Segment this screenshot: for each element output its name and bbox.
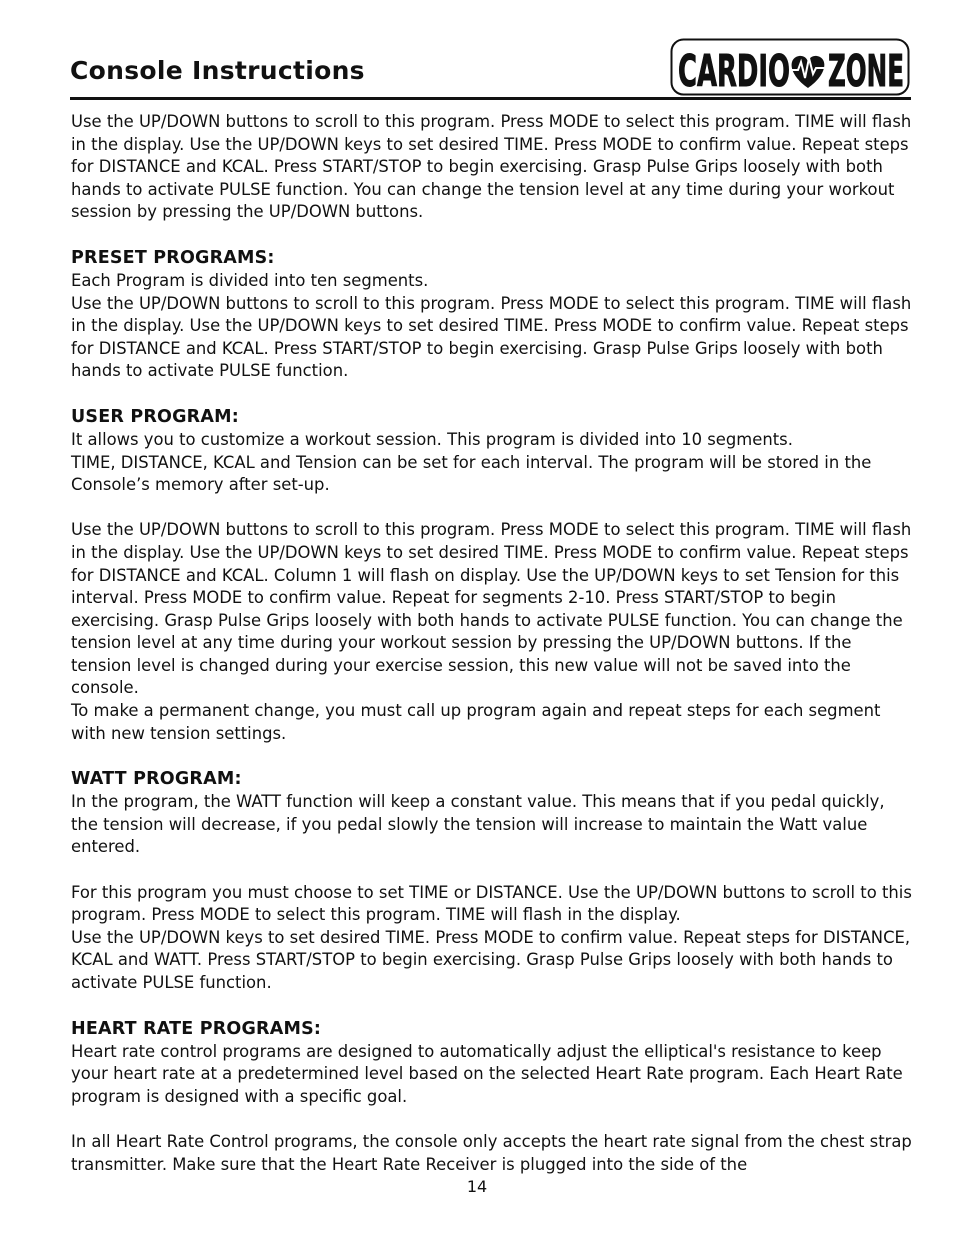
logo-text-cardio	[678, 46, 790, 97]
section-heading: WATT PROGRAM:	[71, 769, 242, 790]
body-paragraph: In the program, the WATT function will keep a constant value. This means that if you pedal quickly, the tension will decrease, if you pedal slowly the tension will increase to maintain the Watt value entered.	[71, 792, 885, 857]
section-heading: PRESET PROGRAMS:	[71, 247, 275, 268]
section-preset-programs	[71, 246, 916, 383]
page-title: Console Instructions	[70, 56, 365, 85]
body-paragraph: It allows you to customize a workout session. This program is divided into 10 segments.	[71, 429, 793, 449]
header-divider	[70, 97, 911, 100]
paragraph-gap	[71, 497, 916, 520]
logo-text-zone	[828, 46, 904, 97]
page-body	[71, 111, 916, 1176]
section-heading: HEART RATE PROGRAMS:	[71, 1018, 322, 1039]
section-watt-program	[71, 767, 916, 994]
section-user-program	[71, 405, 916, 745]
body-paragraph: Use the UP/DOWN buttons to scroll to this program. Press MODE to select this program. TIME will flash in the display. Use the UP/DOWN keys to set desired TIME. Press MODE to confirm value. Repeat steps for DISTANCE and KCAL. Column 1 will flash on display. Use the UP/DOWN keys to set Tension for this interval. Press MODE to confirm value. Repeat for segments 2-10. Press START/STOP to begin exercising. Grasp Pulse Grips loosely with both hands to activate PULSE function. You can change the tension level at any time during your workout session by pressing the UP/DOWN buttons. If the tension level is changed during your exercise session, this new value will not be saved into the console.	[71, 520, 912, 698]
body-paragraph: TIME, DISTANCE, KCAL and Tension can be set for each interval. The program will be stored in the Console’s memory after set-up.	[71, 452, 872, 495]
page-number: 14	[466, 1177, 488, 1196]
body-paragraph: In all Heart Rate Control programs, the console only accepts the heart rate signal from the chest strap transmitter. Make sure that the Heart Rate Receiver is plugged into the side of the	[71, 1131, 912, 1174]
body-paragraph: Use the UP/DOWN keys to set desired TIME. Press MODE to confirm value. Repeat steps for DISTANCE, KCAL and WATT. Press START/STOP to begin exercising. Grasp Pulse Grips loosely with both hands to activate PULSE function.	[71, 927, 911, 992]
section-heading: USER PROGRAM:	[71, 406, 239, 427]
body-paragraph: Each Program is divided into ten segments.	[71, 270, 429, 290]
page-header	[70, 36, 910, 98]
section-heart-rate-programs	[71, 1017, 916, 1177]
body-paragraph: To make a permanent change, you must call up program again and repeat steps for each segment with new tension settings.	[71, 701, 881, 743]
intro-paragraph: Use the UP/DOWN buttons to scroll to this program. Press MODE to select this program. TIME will flash in the display. Use the UP/DOWN keys to set desired TIME. Press MODE to confirm value. Repeat steps for DISTANCE and KCAL. Press START/STOP to begin exercising. Grasp Pulse Grips loosely with both hands to activate PULSE function. You can change the tension level at any time during your workout session by pressing the UP/DOWN buttons.	[71, 112, 912, 222]
body-paragraph: For this program you must choose to set TIME or DISTANCE. Use the UP/DOWN buttons to scroll to this program. Press MODE to select this program. TIME will flash in the display.	[71, 882, 912, 925]
cardio-zone-logo	[670, 38, 910, 96]
logo-zone-text: ZONE	[828, 46, 904, 97]
paragraph-gap	[71, 859, 916, 882]
paragraph-gap	[71, 1108, 916, 1131]
body-paragraph: Use the UP/DOWN buttons to scroll to this program. Press MODE to select this program. TIME will flash in the display. Use the UP/DOWN keys to set desired TIME. Press MODE to confirm value. Repeat steps for DISTANCE and KCAL. Press START/STOP to begin exercising. Grasp Pulse Grips loosely with both hands to activate PULSE function.	[71, 293, 912, 381]
logo-cardio-text: CARDIO	[678, 46, 790, 97]
body-paragraph: Heart rate control programs are designed to automatically adjust the elliptical's resistance to keep your heart rate at a predetermined level based on the selected Heart Rate program. Each Heart Rate program is designed with a specific goal.	[71, 1041, 903, 1106]
